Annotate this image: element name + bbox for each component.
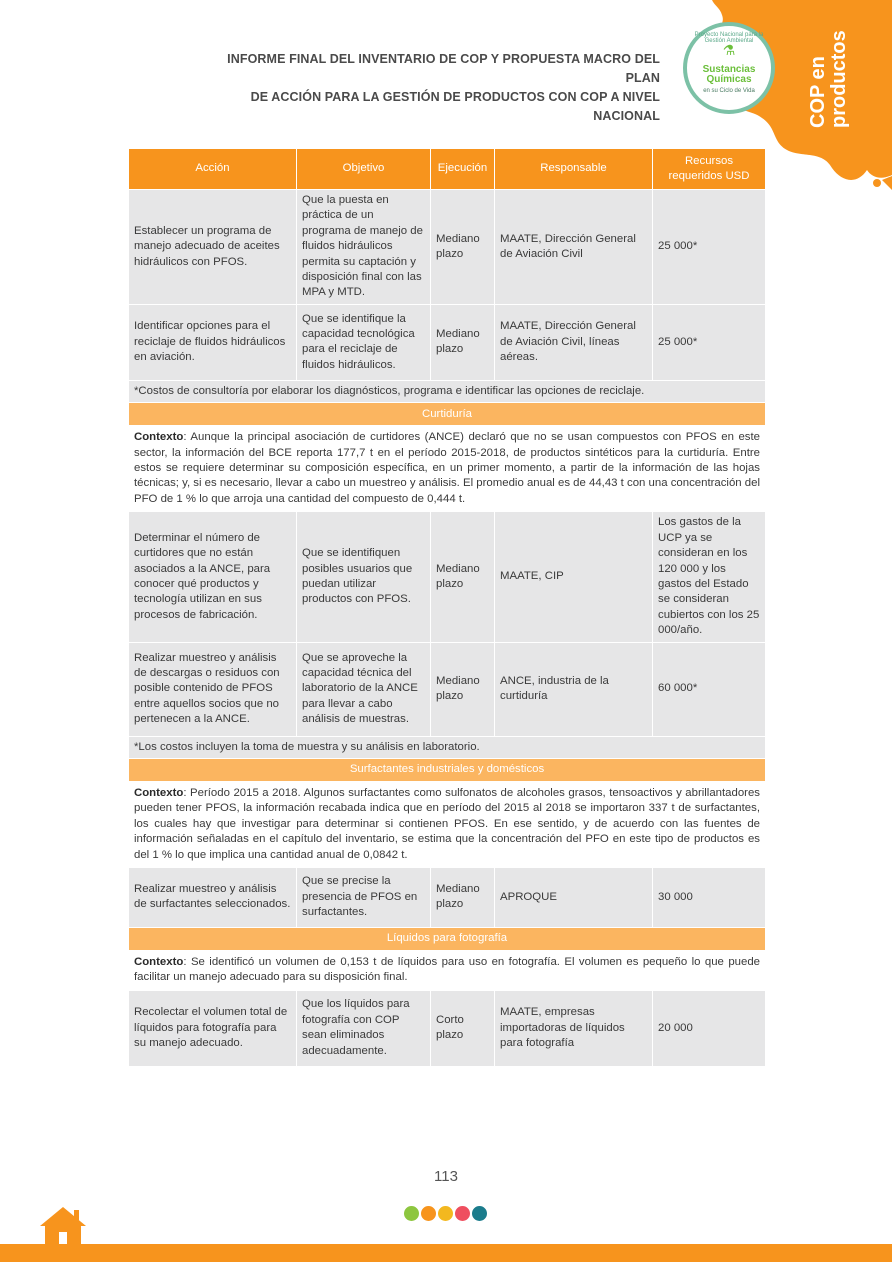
- cell-recursos: 20 000: [653, 990, 766, 1066]
- dot: [421, 1206, 436, 1221]
- logo-ring-text: Proyecto Nacional para la Gestión Ambiental: [694, 32, 764, 44]
- note-text: *Costos de consultoría por elaborar los diagnósticos, programa e identificar las opciones de reciclaje.: [129, 380, 766, 402]
- flask-icon: ⚗: [722, 41, 736, 58]
- cell-accion: Identificar opciones para el reciclaje de fluidos hidráulicos en aviación.: [129, 304, 297, 380]
- cell-accion: Establecer un programa de manejo adecuado de aceites hidráulicos con PFOS.: [129, 190, 297, 305]
- table-note: [129, 380, 766, 402]
- table-row: [129, 512, 766, 642]
- header-line-1: INFORME FINAL DEL INVENTARIO DE COP Y PROPUESTA MACRO DEL PLAN: [227, 52, 660, 85]
- cell-accion: Realizar muestreo y análisis de descargas o residuos con posible contenido de PFOS entre aquellos socios que no pertenecen a la ANCE.: [129, 642, 297, 736]
- context-row: [129, 950, 766, 990]
- context-body: : Período 2015 a 2018. Algunos surfactantes como sulfonatos de alcoholes grasos, tensoactivos y abrillantadores pueden tener PFOS, la información recabada indica que en período del 2015 al 2018 se importaron 337 t de surfactantes, los cuales hay que investigar para determinar si contienen PFOS. En ese sentido, y de acuerdo con las fuentes de información señaladas en el capítulo del inventario, se estima que la concentración del PFO en este tipo de productos es del 1 % lo que implica una cantidad anual de 0,0842 t.: [134, 786, 760, 861]
- context-body: : Aunque la principal asociación de curtidores (ANCE) declaró que no se usan compuestos con PFOS en este sector, la información del BCE reporta 177,7 t en el período 2015-2018, de productos sintéticos para la curtiduría. Entre estos se requiere determinar su composición específica, en un primer momento, a partir de la información de las hojas técnicas; y, si es necesario, llevar a cabo un muestreo y análisis. El promedio anual es de 44,43 t con una concentración del PFO de 1 % lo que arroja una cantidad del compuesto de 0,444 t.: [134, 431, 760, 505]
- dot: [455, 1206, 470, 1221]
- color-dots-decoration: [404, 1206, 487, 1222]
- cell-objetivo: Que se precise la presencia de PFOS en surfactantes.: [297, 867, 431, 927]
- cell-objetivo: Que se aproveche la capacidad técnica del laboratorio de la ANCE para llevar a cabo análisis de muestras.: [297, 642, 431, 736]
- cell-ejecucion: Corto plazo: [431, 990, 495, 1066]
- cell-ejecucion: Mediano plazo: [431, 867, 495, 927]
- header-ejecucion: Ejecución: [431, 149, 495, 190]
- context-label: Contexto: [134, 786, 184, 799]
- cell-responsable: MAATE, CIP: [495, 512, 653, 642]
- footer-bar: [0, 1244, 892, 1262]
- action-plan-table: [128, 148, 766, 1067]
- cell-objetivo: Que la puesta en práctica de un programa de manejo de fluidos hidráulicos permita su captación y disposición final con las MPA y MTD.: [297, 190, 431, 305]
- table-row: [129, 990, 766, 1066]
- logo-name: Sustancias Químicas: [702, 63, 756, 85]
- header-objetivo: Objetivo: [297, 149, 431, 190]
- section-title: Curtiduría: [129, 403, 766, 426]
- cell-ejecucion: Mediano plazo: [431, 190, 495, 305]
- logo-subtitle: en su Ciclo de Vida: [703, 87, 755, 94]
- context-label: Contexto: [134, 955, 184, 968]
- cell-accion: Determinar el número de curtidores que no están asociados a la ANCE, para conocer qué productos y tecnología utilizan en sus procesos de fabricación.: [129, 512, 297, 642]
- cell-accion: Realizar muestreo y análisis de surfactantes seleccionados.: [129, 867, 297, 927]
- context-text: [129, 950, 766, 990]
- home-icon[interactable]: [38, 1204, 88, 1246]
- section-header-curtiduria: [129, 403, 766, 426]
- report-header: [200, 50, 660, 126]
- cell-responsable: MAATE, Dirección General de Aviación Civil: [495, 190, 653, 305]
- cell-recursos: 25 000*: [653, 304, 766, 380]
- section-header-liquidos: [129, 927, 766, 950]
- dot: [404, 1206, 419, 1221]
- table-row: [129, 190, 766, 305]
- cell-recursos: 30 000: [653, 867, 766, 927]
- section-header-surfactantes: [129, 758, 766, 781]
- header-recursos: Recursos requeridos USD: [653, 149, 766, 190]
- dot: [438, 1206, 453, 1221]
- cell-responsable: APROQUE: [495, 867, 653, 927]
- cell-responsable: ANCE, industria de la curtiduría: [495, 642, 653, 736]
- context-body: : Se identificó un volumen de 0,153 t de líquidos para uso en fotografía. El volumen es pequeño lo que puede facilitar un manejo adecuado para su disposición final.: [134, 955, 760, 984]
- table-row: [129, 867, 766, 927]
- context-row: [129, 781, 766, 867]
- table-row: [129, 642, 766, 736]
- sustancias-quimicas-logo: [683, 22, 775, 114]
- section-title: Líquidos para fotografía: [129, 927, 766, 950]
- cell-recursos: Los gastos de la UCP ya se consideran en los 120 000 y los gastos del Estado se consideran cubiertos con los 25 000/año.: [653, 512, 766, 642]
- cell-objetivo: Que se identifique la capacidad tecnológica para el reciclaje de fluidos hidráulicos.: [297, 304, 431, 380]
- cell-responsable: MAATE, empresas importadoras de líquidos para fotografía: [495, 990, 653, 1066]
- cell-objetivo: Que se identifiquen posibles usuarios que puedan utilizar productos con PFOS.: [297, 512, 431, 642]
- cell-objetivo: Que los líquidos para fotografía con COP sean eliminados adecuadamente.: [297, 990, 431, 1066]
- cell-accion: Recolectar el volumen total de líquidos para fotografía para su manejo adecuado.: [129, 990, 297, 1066]
- table-note: [129, 736, 766, 758]
- cell-recursos: 60 000*: [653, 642, 766, 736]
- context-text: [129, 426, 766, 512]
- cell-responsable: MAATE, Dirección General de Aviación Civil, líneas aéreas.: [495, 304, 653, 380]
- context-row: [129, 426, 766, 512]
- page-number: 113: [434, 1168, 458, 1185]
- cell-ejecucion: Mediano plazo: [431, 512, 495, 642]
- table-header-row: [129, 149, 766, 190]
- table-row: [129, 304, 766, 380]
- context-label: Contexto: [134, 431, 184, 444]
- header-accion: Acción: [129, 149, 297, 190]
- header-responsable: Responsable: [495, 149, 653, 190]
- cell-ejecucion: Mediano plazo: [431, 642, 495, 736]
- section-title: Surfactantes industriales y domésticos: [129, 758, 766, 781]
- header-line-2: DE ACCIÓN PARA LA GESTIÓN DE PRODUCTOS CON COP A NIVEL NACIONAL: [250, 90, 660, 123]
- side-label-line-1: COP en: [807, 56, 829, 128]
- cell-ejecucion: Mediano plazo: [431, 304, 495, 380]
- cell-recursos: 25 000*: [653, 190, 766, 305]
- context-text: [129, 781, 766, 867]
- note-text: *Los costos incluyen la toma de muestra y su análisis en laboratorio.: [129, 736, 766, 758]
- section-side-label: [808, 30, 858, 130]
- dot: [472, 1206, 487, 1221]
- side-label-line-2: productos: [828, 30, 850, 128]
